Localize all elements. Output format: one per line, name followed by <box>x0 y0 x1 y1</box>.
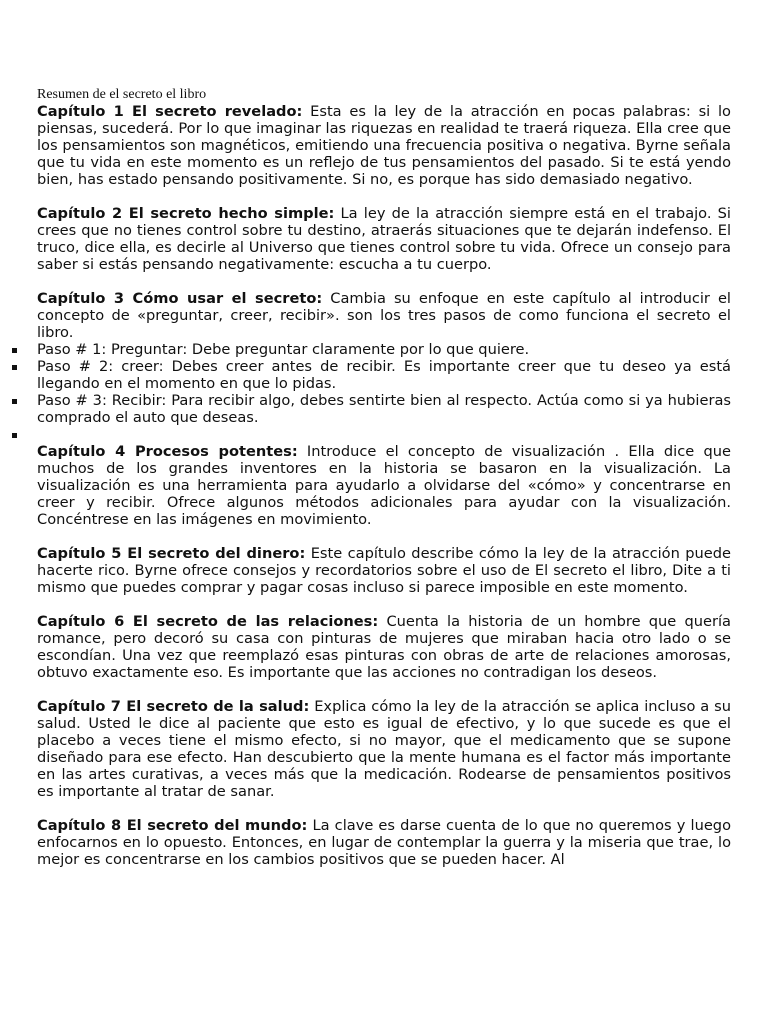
chapter-2-text: La ley de la atracción siempre está en el trabajo. Si crees que no tienes control sobre tu destino, atraerás situaciones que te dejarán indefenso. El truco, dice ella, es decirle al Universo que tienes control sobre tu vida. Ofrece un consejo para saber si estás pensando negativamente: escucha a tu cuerpo. <box>37 205 731 273</box>
chapter-1-text: Esta es la ley de la atracción en pocas palabras: si lo piensas, sucederá. Por lo que imaginar las riquezas en realidad te traerá riqueza. Ella cree que los pensamientos son magnéticos, emitiendo una frecuencia positiva o negativa. Byrne señala que tu vida en este momento es un reflejo de tus pensamientos del pasado. Si te está yendo bien, has estado pensando positivamente. Si no, es porque has sido demasiado negativo. <box>37 103 731 188</box>
step-3-text: Paso # 3: Recibir: Para recibir algo, debes sentirte bien al respecto. Actúa como si ya hubieras comprado el auto que deseas. <box>37 392 731 426</box>
chapter-4-paragraph <box>37 443 731 528</box>
document-page <box>37 86 731 868</box>
chapter-7-text: Explica cómo la ley de la atracción se aplica incluso a su salud. Usted le dice al paciente que esto es igual de efectivo, y lo que sucede es que el placebo a veces tiene el mismo efecto, si no mayor, que el medicamento que se supone diseñado para ese efecto. Han descubierto que la mente humana es el factor más importante en las artes curativas, a veces más que la medicación. Rodearse de pensamientos positivos es importante al tratar de sanar. <box>37 698 731 800</box>
steps-list <box>37 341 731 443</box>
bullet-square-icon <box>12 365 17 370</box>
chapter-4-heading: Capítulo 4 Procesos potentes: <box>37 443 298 460</box>
list-item <box>37 426 731 443</box>
step-2-text: Paso # 2: creer: Debes creer antes de recibir. Es importante creer que tu deseo ya está llegando en el momento en que lo pidas. <box>37 358 731 392</box>
chapter-3-text: Cambia su enfoque en este capítulo al introducir el concepto de «preguntar, creer, recibir». son los tres pasos de como funciona el secreto el libro. <box>37 290 731 341</box>
list-item <box>37 392 731 426</box>
bullet-square-icon <box>12 433 17 438</box>
chapter-8-paragraph <box>37 817 731 868</box>
chapter-1-paragraph <box>37 103 731 188</box>
chapter-2-heading: Capítulo 2 El secreto hecho simple: <box>37 205 335 222</box>
list-item <box>37 341 731 358</box>
chapter-3-paragraph <box>37 290 731 341</box>
chapter-8-text: La clave es darse cuenta de lo que no queremos y luego enfocarnos en lo opuesto. Entonces, en lugar de contemplar la guerra y la miseria que trae, lo mejor es concentrarse en los cambios positivos que se pueden hacer. Al <box>37 817 731 868</box>
chapter-5-heading: Capítulo 5 El secreto del dinero: <box>37 545 306 562</box>
bullet-square-icon <box>12 399 17 404</box>
chapter-8-heading: Capítulo 8 El secreto del mundo: <box>37 817 308 834</box>
chapter-6-text: Cuenta la historia de un hombre que quería romance, pero decoró su casa con pinturas de mujeres que miraban hacia otro lado o se escondían. Una vez que reemplazó esas pinturas con obras de arte de relaciones amorosas, obtuvo exactamente eso. Es importante que las acciones no contradigan los deseos. <box>37 613 731 681</box>
document-title: Resumen de el secreto el libro <box>37 87 207 102</box>
chapter-6-heading: Capítulo 6 El secreto de las relaciones: <box>37 613 379 630</box>
bullet-square-icon <box>12 348 17 353</box>
chapter-7-heading: Capítulo 7 El secreto de la salud: <box>37 698 310 715</box>
chapter-2-paragraph <box>37 205 731 273</box>
chapter-3-heading: Capítulo 3 Cómo usar el secreto: <box>37 290 323 307</box>
chapter-1-heading: Capítulo 1 El secreto revelado: <box>37 103 303 120</box>
chapter-4-text: Introduce el concepto de visualización . Ella dice que muchos de los grandes inventores en la historia se basaron en la visualización. La visualización es una herramienta para ayudarlo a olvidarse del «cómo» y concentrarse en creer y recibir. Ofrece algunos métodos adicionales para ayudar con la visualización. Concéntrese en las imágenes en movimiento. <box>37 443 731 528</box>
chapter-7-paragraph <box>37 698 731 800</box>
chapter-5-paragraph <box>37 545 731 596</box>
step-1-text: Paso # 1: Preguntar: Debe preguntar claramente por lo que quiere. <box>37 341 530 358</box>
chapter-6-paragraph <box>37 613 731 681</box>
list-item <box>37 358 731 392</box>
chapter-5-text: Este capítulo describe cómo la ley de la atracción puede hacerte rico. Byrne ofrece consejos y recordatorios sobre el uso de El secreto el libro, Dite a ti mismo que puedes comprar y pagar cosas incluso si parece imposible en este momento. <box>37 545 732 596</box>
